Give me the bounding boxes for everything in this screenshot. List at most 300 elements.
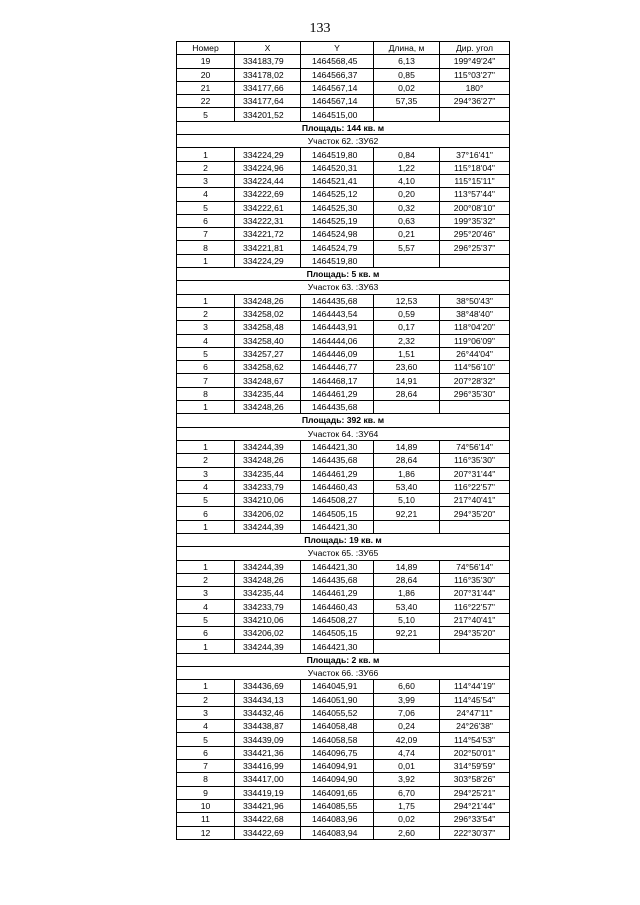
x-coordinate-cell: 334257,27 [235, 347, 301, 360]
point-number-cell: 8 [177, 241, 235, 254]
point-number-cell: 2 [177, 307, 235, 320]
point-number-cell: 5 [177, 494, 235, 507]
area-label: Площадь: 2 кв. м [177, 653, 510, 666]
direction-angle-cell: 38°48'40" [440, 307, 510, 320]
point-number-cell: 4 [177, 334, 235, 347]
point-number-cell: 3 [177, 587, 235, 600]
x-coordinate-cell: 334222,69 [235, 188, 301, 201]
plot-header-row [177, 666, 510, 679]
direction-angle-cell [440, 108, 510, 121]
table-row [177, 826, 510, 839]
y-coordinate-cell: 1464443,91 [301, 321, 374, 334]
point-number-cell: 12 [177, 826, 235, 839]
point-number-cell: 6 [177, 361, 235, 374]
point-number-cell: 1 [177, 640, 235, 653]
y-coordinate-cell: 1464085,55 [301, 799, 374, 812]
length-cell: 4,10 [374, 174, 440, 187]
direction-angle-cell: 116°35'30" [440, 573, 510, 586]
direction-angle-cell: 207°31'44" [440, 467, 510, 480]
length-cell: 12,53 [374, 294, 440, 307]
point-number-cell: 4 [177, 720, 235, 733]
direction-angle-cell: 180° [440, 81, 510, 94]
y-coordinate-cell: 1464505,15 [301, 507, 374, 520]
x-coordinate-cell: 334224,29 [235, 254, 301, 267]
x-coordinate-cell: 334210,06 [235, 494, 301, 507]
x-coordinate-cell: 334221,72 [235, 228, 301, 241]
y-coordinate-cell: 1464435,68 [301, 573, 374, 586]
length-cell: 92,21 [374, 507, 440, 520]
x-coordinate-cell: 334233,79 [235, 480, 301, 493]
length-cell [374, 520, 440, 533]
direction-angle-cell: 202°50'01" [440, 746, 510, 759]
direction-angle-cell: 295°20'46" [440, 228, 510, 241]
point-number-cell: 1 [177, 680, 235, 693]
x-coordinate-cell: 334244,39 [235, 640, 301, 653]
direction-angle-cell: 199°49'24" [440, 55, 510, 68]
point-number-cell: 2 [177, 161, 235, 174]
x-coordinate-cell: 334258,40 [235, 334, 301, 347]
direction-angle-cell: 114°54'53" [440, 733, 510, 746]
y-coordinate-cell: 1464421,30 [301, 520, 374, 533]
length-cell: 23,60 [374, 361, 440, 374]
y-coordinate-cell: 1464468,17 [301, 374, 374, 387]
length-cell: 4,74 [374, 746, 440, 759]
y-coordinate-cell: 1464508,27 [301, 494, 374, 507]
table-row [177, 401, 510, 414]
table-row [177, 560, 510, 573]
length-cell: 5,10 [374, 494, 440, 507]
table-row [177, 334, 510, 347]
page-number: 133 [309, 21, 331, 36]
table-row [177, 68, 510, 81]
x-coordinate-cell: 334248,67 [235, 374, 301, 387]
plot-header-row [177, 427, 510, 440]
x-coordinate-cell: 334258,62 [235, 361, 301, 374]
y-coordinate-cell: 1464568,45 [301, 55, 374, 68]
length-cell: 0,02 [374, 81, 440, 94]
area-row [177, 533, 510, 546]
y-coordinate-cell: 1464051,90 [301, 693, 374, 706]
y-coordinate-cell: 1464055,52 [301, 706, 374, 719]
x-coordinate-cell: 334177,64 [235, 95, 301, 108]
y-coordinate-cell: 1464460,43 [301, 480, 374, 493]
y-coordinate-cell: 1464096,75 [301, 746, 374, 759]
direction-angle-cell: 37°16'41" [440, 148, 510, 161]
y-coordinate-cell: 1464460,43 [301, 600, 374, 613]
y-coordinate-cell: 1464524,79 [301, 241, 374, 254]
x-coordinate-cell: 334248,26 [235, 401, 301, 414]
table-row [177, 706, 510, 719]
point-number-cell: 2 [177, 693, 235, 706]
point-number-cell: 5 [177, 613, 235, 626]
direction-angle-cell [440, 401, 510, 414]
point-number-cell: 1 [177, 401, 235, 414]
plot-header-row [177, 281, 510, 294]
point-number-cell: 1 [177, 440, 235, 453]
y-coordinate-cell: 1464461,29 [301, 587, 374, 600]
direction-angle-cell: 115°18'04" [440, 161, 510, 174]
length-cell: 0,85 [374, 68, 440, 81]
table-row [177, 81, 510, 94]
length-cell [374, 254, 440, 267]
point-number-cell: 2 [177, 573, 235, 586]
plot-label: Участок 64. :ЗУ64 [177, 427, 510, 440]
length-cell: 6,70 [374, 786, 440, 799]
table-row [177, 507, 510, 520]
point-number-cell: 11 [177, 813, 235, 826]
direction-angle-cell: 294°35'20" [440, 507, 510, 520]
direction-angle-cell: 24°47'11" [440, 706, 510, 719]
point-number-cell: 1 [177, 520, 235, 533]
table-row [177, 693, 510, 706]
direction-angle-cell: 116°35'30" [440, 454, 510, 467]
point-number-cell: 4 [177, 480, 235, 493]
y-coordinate-cell: 1464505,15 [301, 627, 374, 640]
length-cell: 28,64 [374, 387, 440, 400]
length-cell: 3,92 [374, 773, 440, 786]
y-coordinate-cell: 1464567,14 [301, 81, 374, 94]
point-number-cell: 5 [177, 108, 235, 121]
length-cell: 5,57 [374, 241, 440, 254]
direction-angle-cell [440, 520, 510, 533]
direction-angle-cell: 217°40'41" [440, 494, 510, 507]
x-coordinate-cell: 334438,87 [235, 720, 301, 733]
y-coordinate-cell: 1464446,77 [301, 361, 374, 374]
x-coordinate-cell: 334224,44 [235, 174, 301, 187]
y-coordinate-cell: 1464094,90 [301, 773, 374, 786]
x-coordinate-cell: 334419,19 [235, 786, 301, 799]
direction-angle-cell: 199°35'32" [440, 214, 510, 227]
header-direction-angle: Дир. угол [440, 42, 510, 55]
length-cell [374, 640, 440, 653]
x-coordinate-cell: 334235,44 [235, 387, 301, 400]
table-row [177, 307, 510, 320]
point-number-cell: 4 [177, 188, 235, 201]
y-coordinate-cell: 1464435,68 [301, 401, 374, 414]
y-coordinate-cell: 1464525,30 [301, 201, 374, 214]
direction-angle-cell: 115°03'27" [440, 68, 510, 81]
area-label: Площадь: 5 кв. м [177, 268, 510, 281]
direction-angle-cell: 113°57'44" [440, 188, 510, 201]
table-row [177, 720, 510, 733]
x-coordinate-cell: 334244,39 [235, 560, 301, 573]
x-coordinate-cell: 334221,81 [235, 241, 301, 254]
point-number-cell: 6 [177, 507, 235, 520]
point-number-cell: 1 [177, 148, 235, 161]
length-cell: 14,89 [374, 440, 440, 453]
point-number-cell: 7 [177, 374, 235, 387]
x-coordinate-cell: 334235,44 [235, 467, 301, 480]
direction-angle-cell: 24°26'38" [440, 720, 510, 733]
x-coordinate-cell: 334422,69 [235, 826, 301, 839]
length-cell: 92,21 [374, 627, 440, 640]
point-number-cell: 5 [177, 347, 235, 360]
direction-angle-cell: 303°58'26" [440, 773, 510, 786]
y-coordinate-cell: 1464421,30 [301, 640, 374, 653]
y-coordinate-cell: 1464519,80 [301, 254, 374, 267]
y-coordinate-cell: 1464435,68 [301, 294, 374, 307]
y-coordinate-cell: 1464083,94 [301, 826, 374, 839]
point-number-cell: 3 [177, 467, 235, 480]
direction-angle-cell: 296°33'54" [440, 813, 510, 826]
point-number-cell: 3 [177, 706, 235, 719]
length-cell: 0,63 [374, 214, 440, 227]
direction-angle-cell: 207°28'32" [440, 374, 510, 387]
table-row [177, 361, 510, 374]
y-coordinate-cell: 1464567,14 [301, 95, 374, 108]
y-coordinate-cell: 1464515,00 [301, 108, 374, 121]
table-body [177, 55, 510, 840]
length-cell: 0,21 [374, 228, 440, 241]
table-row [177, 321, 510, 334]
table-row [177, 454, 510, 467]
table-row [177, 241, 510, 254]
x-coordinate-cell: 334224,96 [235, 161, 301, 174]
y-coordinate-cell: 1464446,09 [301, 347, 374, 360]
length-cell: 3,99 [374, 693, 440, 706]
area-row [177, 268, 510, 281]
table-row [177, 786, 510, 799]
area-row [177, 121, 510, 134]
x-coordinate-cell: 334421,36 [235, 746, 301, 759]
direction-angle-cell [440, 254, 510, 267]
direction-angle-cell: 118°04'20" [440, 321, 510, 334]
plot-label: Участок 63. :ЗУ63 [177, 281, 510, 294]
y-coordinate-cell: 1464566,37 [301, 68, 374, 81]
y-coordinate-cell: 1464443,54 [301, 307, 374, 320]
table-row [177, 108, 510, 121]
length-cell: 57,35 [374, 95, 440, 108]
table-row [177, 440, 510, 453]
plot-header-row [177, 135, 510, 148]
x-coordinate-cell: 334436,69 [235, 680, 301, 693]
x-coordinate-cell: 334248,26 [235, 294, 301, 307]
table-row [177, 746, 510, 759]
plot-label: Участок 66. :ЗУ66 [177, 666, 510, 679]
table-row [177, 640, 510, 653]
point-number-cell: 7 [177, 228, 235, 241]
table-row [177, 773, 510, 786]
length-cell: 42,09 [374, 733, 440, 746]
direction-angle-cell: 114°56'10" [440, 361, 510, 374]
direction-angle-cell: 314°59'59" [440, 760, 510, 773]
x-coordinate-cell: 334258,02 [235, 307, 301, 320]
y-coordinate-cell: 1464519,80 [301, 148, 374, 161]
direction-angle-cell: 116°22'57" [440, 480, 510, 493]
area-row [177, 653, 510, 666]
plot-label: Участок 62. :ЗУ62 [177, 135, 510, 148]
y-coordinate-cell: 1464435,68 [301, 454, 374, 467]
x-coordinate-cell: 334210,06 [235, 613, 301, 626]
point-number-cell: 3 [177, 174, 235, 187]
direction-angle-cell: 119°06'09" [440, 334, 510, 347]
length-cell: 0,17 [374, 321, 440, 334]
direction-angle-cell: 116°22'57" [440, 600, 510, 613]
table-row [177, 494, 510, 507]
table-row [177, 467, 510, 480]
point-number-cell: 5 [177, 733, 235, 746]
x-coordinate-cell: 334432,46 [235, 706, 301, 719]
length-cell: 5,10 [374, 613, 440, 626]
table-row [177, 520, 510, 533]
table-row [177, 573, 510, 586]
length-cell: 0,01 [374, 760, 440, 773]
direction-angle-cell: 38°50'43" [440, 294, 510, 307]
direction-angle-cell: 296°25'37" [440, 241, 510, 254]
point-number-cell: 1 [177, 254, 235, 267]
y-coordinate-cell: 1464421,30 [301, 440, 374, 453]
y-coordinate-cell: 1464083,96 [301, 813, 374, 826]
table-row [177, 347, 510, 360]
direction-angle-cell: 74°56'14" [440, 560, 510, 573]
length-cell: 2,32 [374, 334, 440, 347]
length-cell: 53,40 [374, 600, 440, 613]
y-coordinate-cell: 1464091,65 [301, 786, 374, 799]
point-number-cell: 22 [177, 95, 235, 108]
y-coordinate-cell: 1464524,98 [301, 228, 374, 241]
direction-angle-cell: 294°25'21" [440, 786, 510, 799]
y-coordinate-cell: 1464461,29 [301, 467, 374, 480]
length-cell: 1,22 [374, 161, 440, 174]
point-number-cell: 2 [177, 454, 235, 467]
direction-angle-cell: 200°08'10" [440, 201, 510, 214]
x-coordinate-cell: 334421,96 [235, 799, 301, 812]
direction-angle-cell: 294°35'20" [440, 627, 510, 640]
table-row [177, 95, 510, 108]
point-number-cell: 20 [177, 68, 235, 81]
x-coordinate-cell: 334206,02 [235, 627, 301, 640]
x-coordinate-cell: 334201,52 [235, 108, 301, 121]
length-cell: 0,24 [374, 720, 440, 733]
length-cell: 6,13 [374, 55, 440, 68]
point-number-cell: 3 [177, 321, 235, 334]
length-cell: 53,40 [374, 480, 440, 493]
point-number-cell: 8 [177, 387, 235, 400]
x-coordinate-cell: 334183,79 [235, 55, 301, 68]
x-coordinate-cell: 334248,26 [235, 454, 301, 467]
length-cell: 1,86 [374, 467, 440, 480]
point-number-cell: 4 [177, 600, 235, 613]
point-number-cell: 19 [177, 55, 235, 68]
point-number-cell: 5 [177, 201, 235, 214]
table-row [177, 294, 510, 307]
point-number-cell: 9 [177, 786, 235, 799]
x-coordinate-cell: 334258,48 [235, 321, 301, 334]
y-coordinate-cell: 1464461,29 [301, 387, 374, 400]
plot-label: Участок 65. :ЗУ65 [177, 547, 510, 560]
table-row [177, 374, 510, 387]
x-coordinate-cell: 334422,68 [235, 813, 301, 826]
length-cell: 14,89 [374, 560, 440, 573]
y-coordinate-cell: 1464045,91 [301, 680, 374, 693]
point-number-cell: 21 [177, 81, 235, 94]
length-cell: 1,51 [374, 347, 440, 360]
x-coordinate-cell: 334233,79 [235, 600, 301, 613]
length-cell: 1,75 [374, 799, 440, 812]
length-cell: 0,32 [374, 201, 440, 214]
x-coordinate-cell: 334244,39 [235, 440, 301, 453]
table-row [177, 161, 510, 174]
direction-angle-cell: 114°44'19" [440, 680, 510, 693]
x-coordinate-cell: 334416,99 [235, 760, 301, 773]
table-row [177, 228, 510, 241]
table-row [177, 55, 510, 68]
point-number-cell: 1 [177, 294, 235, 307]
plot-header-row [177, 547, 510, 560]
table-row [177, 760, 510, 773]
header-y: Y [301, 42, 374, 55]
table-header-row [177, 42, 510, 55]
length-cell: 1,86 [374, 587, 440, 600]
length-cell: 14,91 [374, 374, 440, 387]
x-coordinate-cell: 334244,39 [235, 520, 301, 533]
point-number-cell: 6 [177, 746, 235, 759]
length-cell: 0,84 [374, 148, 440, 161]
area-row [177, 414, 510, 427]
x-coordinate-cell: 334439,09 [235, 733, 301, 746]
point-number-cell: 6 [177, 214, 235, 227]
y-coordinate-cell: 1464058,48 [301, 720, 374, 733]
area-label: Площадь: 392 кв. м [177, 414, 510, 427]
direction-angle-cell: 26°44'04" [440, 347, 510, 360]
length-cell: 2,60 [374, 826, 440, 839]
y-coordinate-cell: 1464525,12 [301, 188, 374, 201]
point-number-cell: 6 [177, 627, 235, 640]
x-coordinate-cell: 334434,13 [235, 693, 301, 706]
area-label: Площадь: 19 кв. м [177, 533, 510, 546]
direction-angle-cell: 294°21'44" [440, 799, 510, 812]
y-coordinate-cell: 1464058,58 [301, 733, 374, 746]
length-cell: 6,60 [374, 680, 440, 693]
direction-angle-cell: 114°45'54" [440, 693, 510, 706]
length-cell [374, 108, 440, 121]
table-row [177, 680, 510, 693]
x-coordinate-cell: 334178,02 [235, 68, 301, 81]
point-number-cell: 7 [177, 760, 235, 773]
length-cell: 0,59 [374, 307, 440, 320]
point-number-cell: 1 [177, 560, 235, 573]
table-row [177, 600, 510, 613]
x-coordinate-cell: 334222,31 [235, 214, 301, 227]
direction-angle-cell: 296°35'30" [440, 387, 510, 400]
table-row [177, 174, 510, 187]
point-number-cell: 8 [177, 773, 235, 786]
header-number: Номер [177, 42, 235, 55]
direction-angle-cell: 222°30'37" [440, 826, 510, 839]
x-coordinate-cell: 334177,66 [235, 81, 301, 94]
length-cell [374, 401, 440, 414]
direction-angle-cell: 74°56'14" [440, 440, 510, 453]
table-row [177, 813, 510, 826]
length-cell: 28,64 [374, 573, 440, 586]
y-coordinate-cell: 1464421,30 [301, 560, 374, 573]
area-label: Площадь: 144 кв. м [177, 121, 510, 134]
table-row [177, 587, 510, 600]
point-number-cell: 10 [177, 799, 235, 812]
table-row [177, 188, 510, 201]
y-coordinate-cell: 1464525,19 [301, 214, 374, 227]
x-coordinate-cell: 334235,44 [235, 587, 301, 600]
direction-angle-cell: 207°31'44" [440, 587, 510, 600]
table-row [177, 627, 510, 640]
direction-angle-cell: 115°15'11" [440, 174, 510, 187]
table-row [177, 254, 510, 267]
coordinates-table [176, 41, 510, 840]
direction-angle-cell: 294°36'27" [440, 95, 510, 108]
x-coordinate-cell: 334417,00 [235, 773, 301, 786]
y-coordinate-cell: 1464520,31 [301, 161, 374, 174]
x-coordinate-cell: 334248,26 [235, 573, 301, 586]
